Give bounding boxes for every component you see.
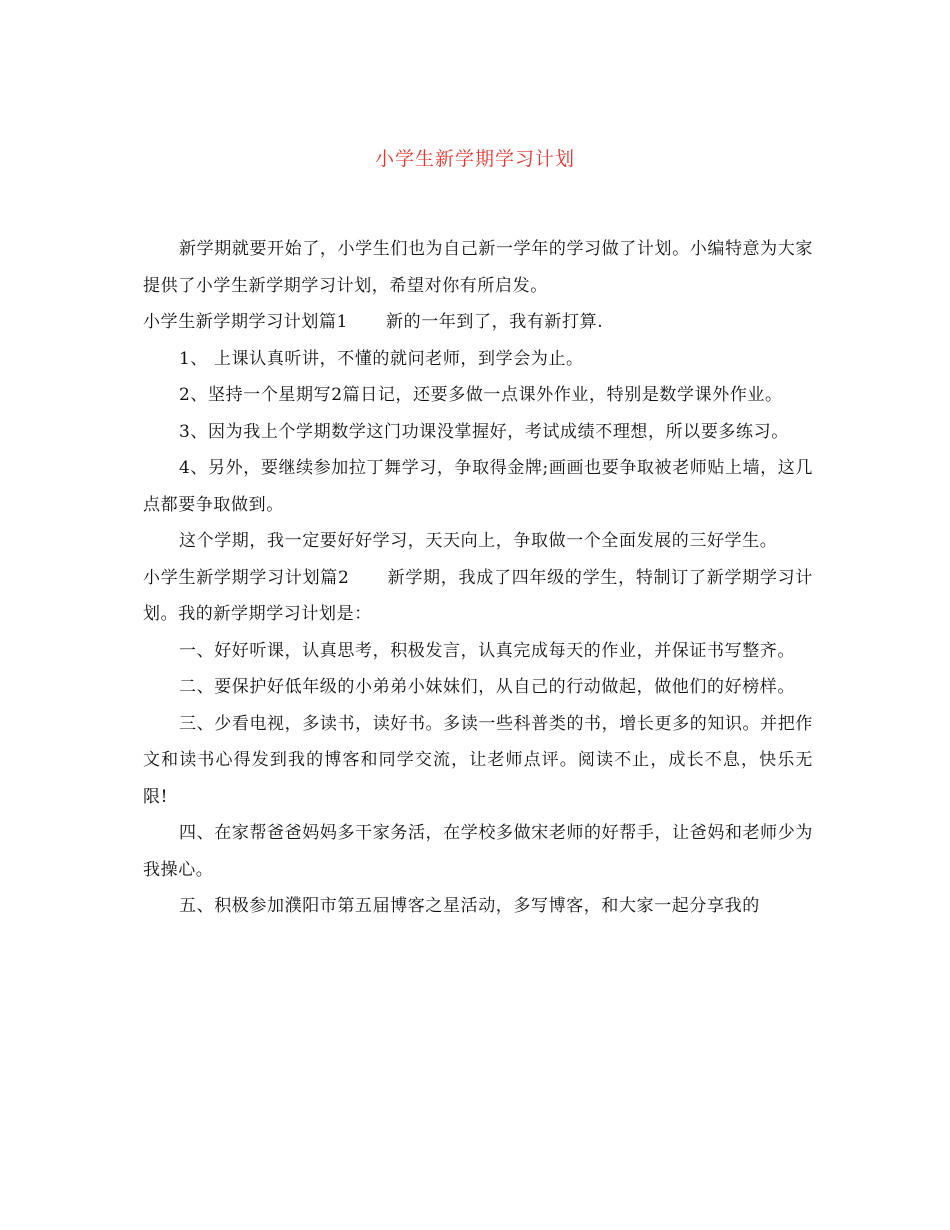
section-2-item: 四、在家帮爸爸妈妈多干家务活，在学校多做宋老师的好帮手，让爸妈和老师少为我操心。 xyxy=(143,823,813,880)
section-2-heading-line xyxy=(143,560,813,633)
section-2-item: 五、积极参加濮阳市第五届博客之星活动，多写博客，和大家一起分享我的 xyxy=(179,896,760,916)
document-title: 小学生新学期学习计划 xyxy=(374,148,575,170)
section-1-heading-line xyxy=(143,304,813,341)
section-1-item: 1、 上课认真听讲，不懂的就问老师，到学会为止。 xyxy=(179,348,584,369)
section-2-heading: 小学生新学期学习计划篇2 xyxy=(143,567,350,588)
section-2-item: 二、要保护好低年级的小弟弟小妹妹们，从自己的行动做起，做他们的好榜样。 xyxy=(179,677,795,697)
section-1-lead: 新的一年到了，我有新打算. xyxy=(386,312,604,332)
section-1-item: 2、坚持一个星期写2篇日记，还要多做一点课外作业，特别是数学课外作业。 xyxy=(179,385,783,405)
section-1-heading: 小学生新学期学习计划篇1 xyxy=(143,312,349,332)
section-2-lead: 新学期，我成了四年级的学生，特制订了新学期学习计划。我的新学期学习计划是： xyxy=(143,567,814,624)
section-1-item: 3、因为我上个学期数学这门功课没掌握好，考试成绩不理想，所以要多练习。 xyxy=(179,421,789,442)
section-2-item: 三、少看电视，多读书，读好书。多读一些科普类的书，增长更多的知识。并把作文和读书心得发到我的博客和同学交流，让老师点评。阅读不止，成长不息，快乐无限! xyxy=(143,713,813,807)
section-2-item: 一、好好听课，认真思考，积极发言，认真完成每天的作业，并保证书写整齐。 xyxy=(179,640,795,661)
document-body xyxy=(143,231,813,925)
section-1-closing: 这个学期，我一定要好好学习，天天向上，争取做一个全面发展的三好学生。 xyxy=(179,531,778,551)
section-1-item: 4、另外，要继续参加拉丁舞学习，争取得金牌;画画也要争取被老师贴上墙，这几点都要争取做到。 xyxy=(143,458,813,515)
intro-paragraph: 新学期就要开始了，小学生们也为自己新一学年的学习做了计划。小编特意为大家提供了小学生新学期学习计划，希望对你有所启发。 xyxy=(143,239,813,296)
